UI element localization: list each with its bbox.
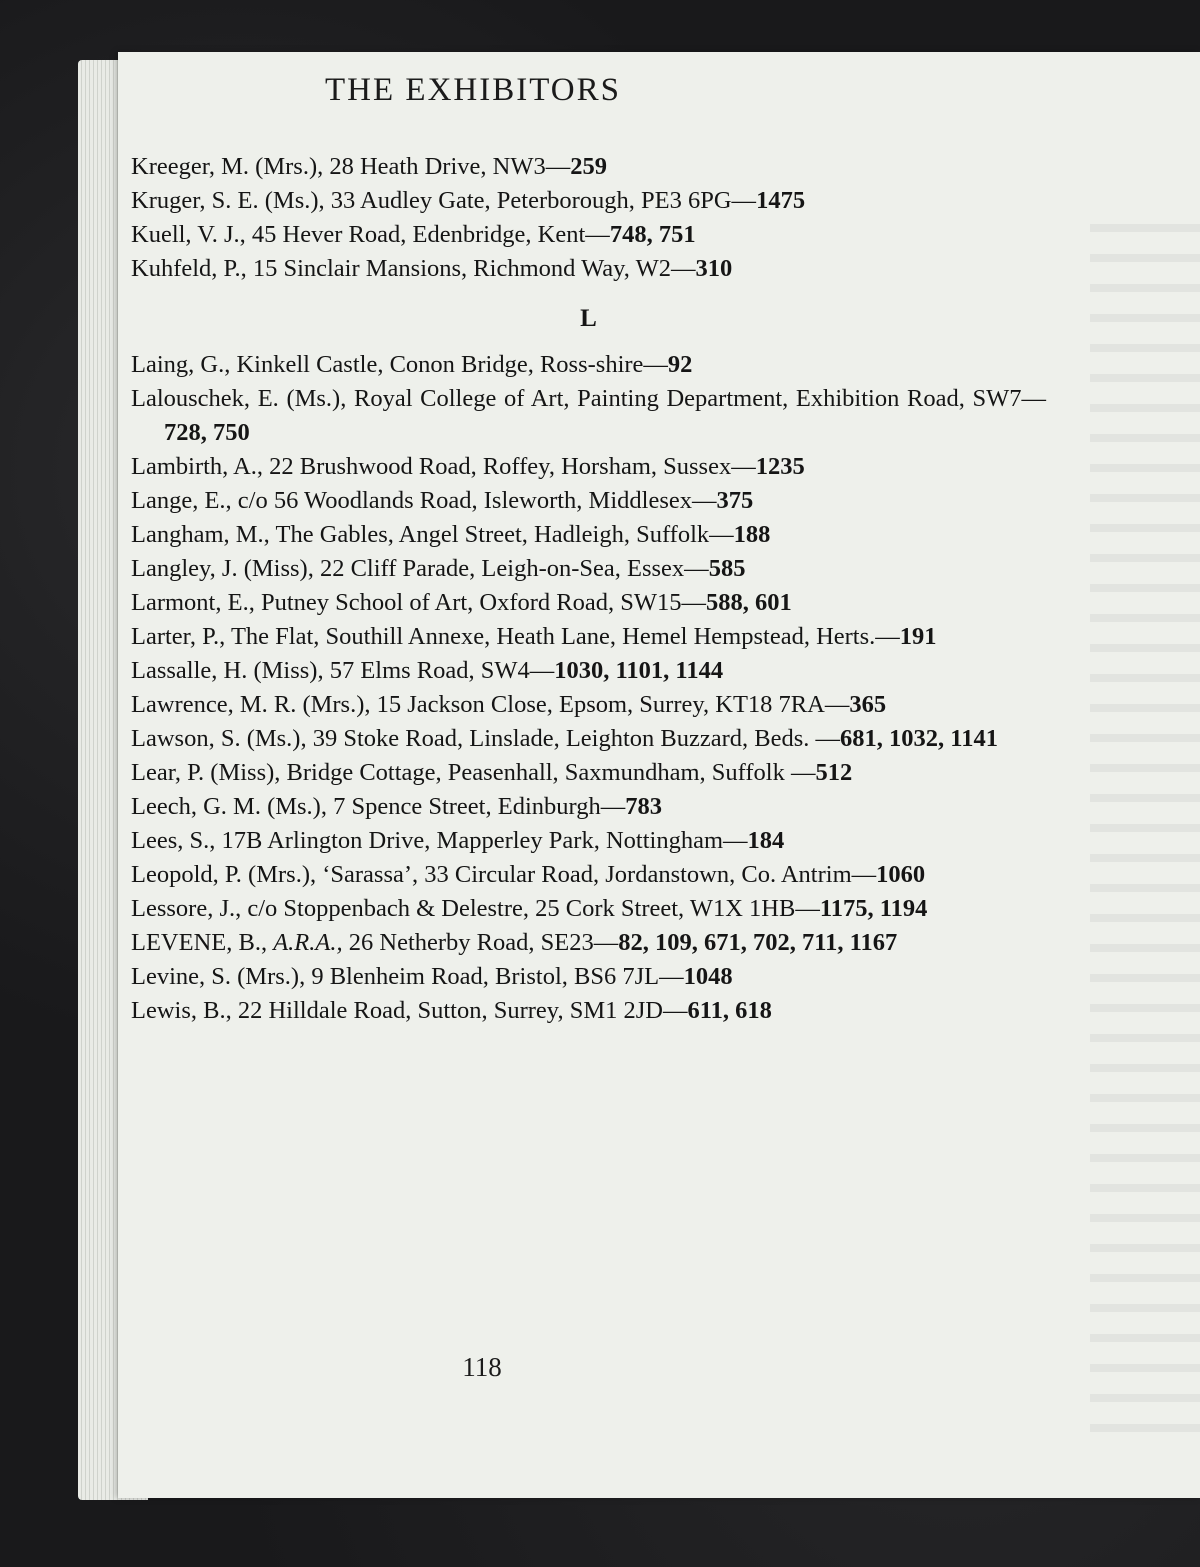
exhibitor-entry [131,824,1046,858]
exhibitor-entry [131,960,1046,994]
catalogue-numbers: 585 [708,555,746,582]
catalogue-numbers: 1235 [755,453,805,480]
exhibitor-address: Leopold, P. (Mrs.), ‘Sarassa’, 33 Circular Road, Jordanstown, Co. Antrim— [131,861,877,888]
exhibitor-entry [131,586,1046,620]
exhibitor-address: Lessore, J., c/o Stoppenbach & Delestre, 25 Cork Street, W1X 1HB— [131,895,820,922]
exhibitor-entry [131,382,1046,450]
catalogue-numbers: 588, 601 [706,589,792,616]
exhibitor-entry [131,252,1046,286]
exhibitor-address: LEVENE, B., [131,929,274,956]
exhibitor-entry [131,722,1046,756]
catalogue-numbers: 1030, 1101, 1144 [554,657,724,684]
catalogue-numbers: 191 [899,623,937,650]
exhibitor-address: Larmont, E., Putney School of Art, Oxford Road, SW15— [131,589,707,616]
exhibitor-entry [131,892,1046,926]
catalogue-numbers: 611, 618 [687,997,772,1024]
catalogue-numbers: 310 [695,255,733,282]
catalogue-numbers: 512 [815,759,853,786]
k-entries [131,150,1046,286]
section-letter: L [580,305,597,332]
catalogue-numbers: 1475 [756,187,806,214]
exhibitor-address: Lassalle, H. (Miss), 57 Elms Road, SW4— [131,657,555,684]
exhibitor-entry [131,790,1046,824]
catalogue-numbers: 681, 1032, 1141 [840,725,998,752]
exhibitor-entry [131,218,1046,252]
exhibitor-entry [131,150,1046,184]
exhibitor-entry [131,926,1046,960]
catalogue-numbers: 92 [667,351,693,378]
page-title: THE EXHIBITORS [325,72,621,108]
exhibitor-title: A.R.A., [273,929,343,956]
catalogue-numbers: 1175, 1194 [819,895,928,922]
catalogue-numbers: 783 [625,793,662,820]
exhibitor-entry [131,348,1046,382]
catalogue-numbers: 365 [849,691,887,718]
exhibitor-entry [131,858,1046,892]
exhibitor-address: Kuell, V. J., 45 Hever Road, Edenbridge, Kent— [131,221,610,248]
exhibitor-address: Kreeger, M. (Mrs.), 28 Heath Drive, NW3— [131,153,571,180]
exhibitor-entry [131,484,1046,518]
catalogue-numbers: 728, 750 [164,419,250,446]
catalogue-numbers: 1048 [683,963,733,990]
exhibitor-address: Lees, S., 17B Arlington Drive, Mapperley Park, Nottingham— [131,827,748,854]
exhibitor-entry [131,450,1046,484]
exhibitor-address: Leech, G. M. (Ms.), 7 Spence Street, Edinburgh— [131,793,626,820]
exhibitor-address: Lalouschek, E. (Ms.), Royal College of Art, Painting Department, Exhibition Road, SW7— [131,385,1046,412]
page-number: 118 [462,1352,502,1382]
exhibitor-address-cont: 26 Netherby Road, SE23— [342,929,619,956]
exhibitor-address: Laing, G., Kinkell Castle, Conon Bridge, Ross-shire— [131,351,668,378]
catalogue-numbers: 259 [570,153,607,180]
exhibitor-entry [131,994,1046,1028]
catalogue-numbers: 375 [716,487,754,514]
exhibitor-address: Lewis, B., 22 Hilldale Road, Sutton, Surrey, SM1 2JD— [131,997,688,1024]
exhibitor-address: Levine, S. (Mrs.), 9 Blenheim Road, Bristol, BS6 7JL— [131,963,684,990]
exhibitor-address: Lambirth, A., 22 Brushwood Road, Roffey, Horsham, Sussex— [131,453,756,480]
catalogue-numbers: 1060 [876,861,926,888]
catalogue-numbers: 82, 109, 671, 702, 711, 1167 [618,929,898,956]
exhibitor-address: Larter, P., The Flat, Southill Annexe, Heath Lane, Hemel Hempstead, Herts.— [131,623,900,650]
exhibitor-entry [131,654,1046,688]
exhibitor-address: Lawrence, M. R. (Mrs.), 15 Jackson Close, Epsom, Surrey, KT18 7RA— [131,691,850,718]
exhibitor-entry [131,620,1046,654]
catalogue-numbers: 184 [747,827,785,854]
exhibitor-address: Langley, J. (Miss), 22 Cliff Parade, Leigh-on-Sea, Essex— [131,555,709,582]
catalogue-numbers: 748, 751 [609,221,696,248]
l-entries [131,348,1046,1028]
exhibitor-address: Lear, P. (Miss), Bridge Cottage, Peasenhall, Saxmundham, Suffolk — [131,759,816,786]
exhibitor-entry [131,756,1046,790]
exhibitor-address: Kuhfeld, P., 15 Sinclair Mansions, Richmond Way, W2— [131,255,696,282]
exhibitor-entry [131,552,1046,586]
catalogue-numbers: 188 [733,521,771,548]
bleed-through-text [1090,202,1200,1452]
exhibitor-address: Lawson, S. (Ms.), 39 Stoke Road, Linslade, Leighton Buzzard, Beds. — [131,725,841,752]
exhibitor-entry [131,688,1046,722]
exhibitor-address: Langham, M., The Gables, Angel Street, Hadleigh, Suffolk— [131,521,734,548]
exhibitor-entry [131,184,1046,218]
exhibitor-list [131,150,1046,1028]
exhibitor-address: Lange, E., c/o 56 Woodlands Road, Isleworth, Middlesex— [131,487,717,514]
exhibitor-entry [131,518,1046,552]
exhibitor-address: Kruger, S. E. (Ms.), 33 Audley Gate, Peterborough, PE3 6PG— [131,187,757,214]
